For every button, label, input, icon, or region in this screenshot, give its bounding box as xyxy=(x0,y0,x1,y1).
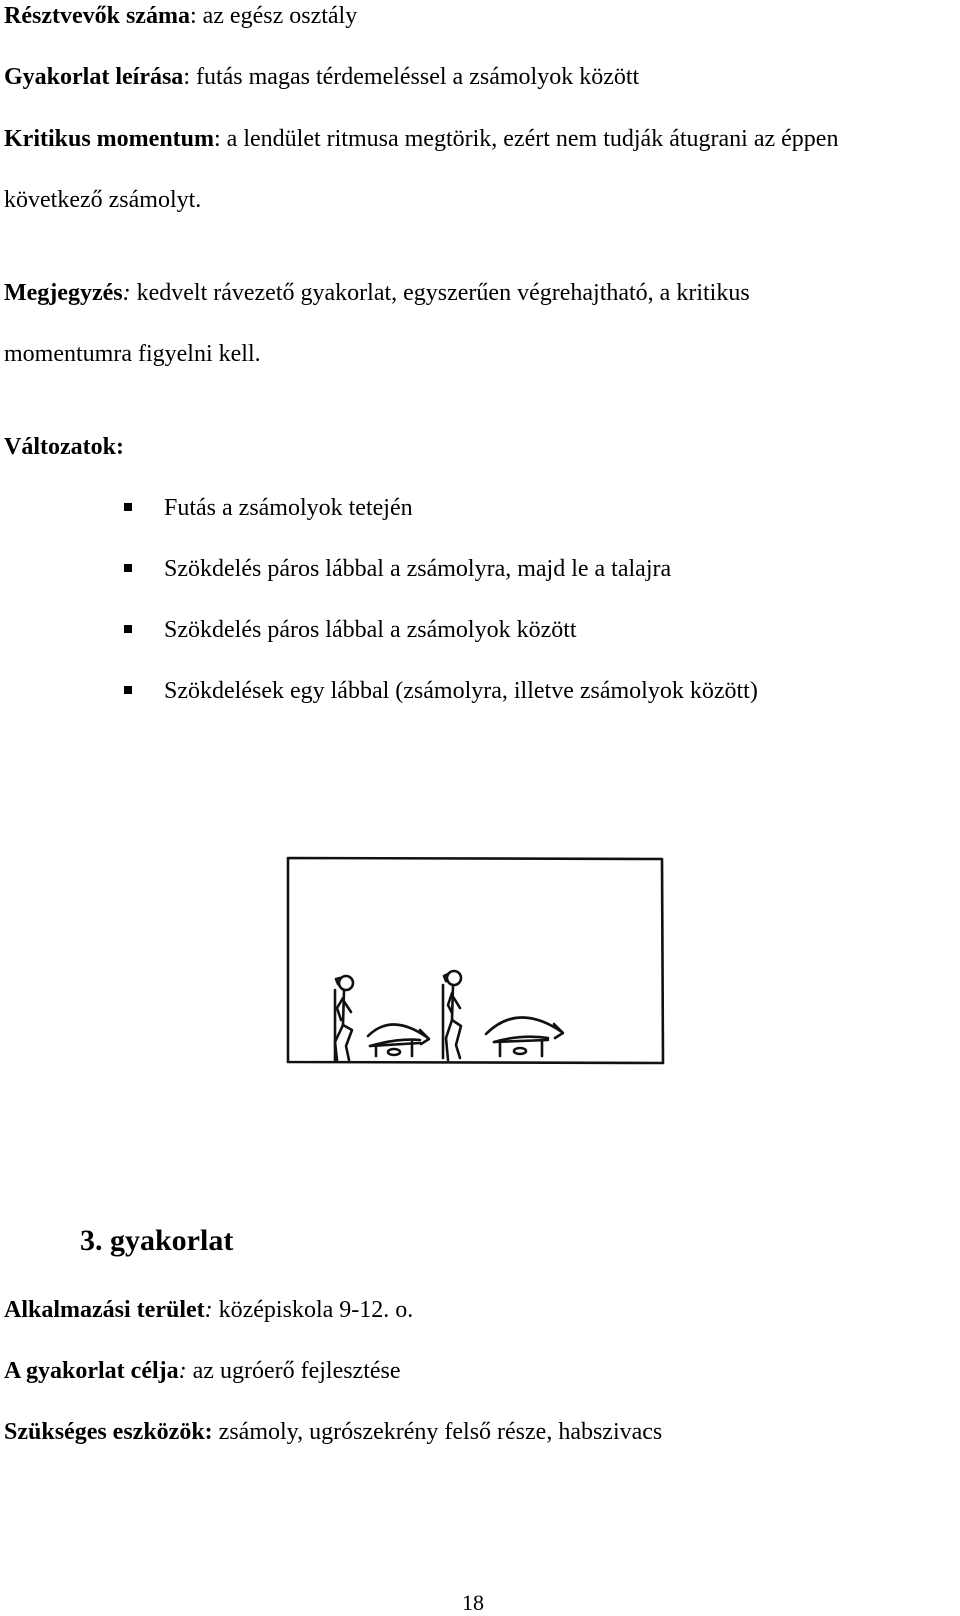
participants-text: az egész osztály xyxy=(196,3,358,29)
variant-item-text: Futás a zsámolyok tetején xyxy=(164,495,413,521)
stick-figure-2 xyxy=(443,971,461,1060)
participants-label: Résztvevők száma xyxy=(4,3,190,29)
stool-2 xyxy=(494,1037,548,1056)
goal-line xyxy=(4,1359,401,1383)
critical-colon: : xyxy=(214,126,221,152)
bullet-square-icon xyxy=(124,625,132,633)
note-continuation: momentumra figyelni kell. xyxy=(4,341,261,367)
description-line xyxy=(4,65,639,89)
jump-arc-2 xyxy=(486,1017,562,1034)
goal-colon: : xyxy=(178,1358,187,1384)
area-text: középiskola 9-12. o. xyxy=(212,1297,414,1323)
stick-figure-1 xyxy=(335,976,353,1060)
note-line xyxy=(4,281,750,305)
equipment-line xyxy=(4,1420,662,1444)
bullet-square-icon xyxy=(124,686,132,694)
jump-arc-1 xyxy=(368,1024,428,1038)
variant-item-text: Szökdelés páros lábbal a zsámolyra, majd le a talajra xyxy=(164,556,672,582)
exercise-heading: 3. gyakorlat xyxy=(80,1224,234,1257)
note-colon: : xyxy=(122,280,131,306)
goal-text: az ugróerő fejlesztése xyxy=(186,1358,401,1384)
area-colon: : xyxy=(204,1297,213,1323)
description-colon: : xyxy=(183,64,190,90)
bullet-square-icon xyxy=(124,564,132,572)
exercise-illustration xyxy=(280,850,670,1075)
note-text: kedvelt rávezető gyakorlat, egyszerűen végrehajtható, a kritikus xyxy=(130,280,750,306)
area-line xyxy=(4,1298,413,1322)
note-label: Megjegyzés xyxy=(4,280,123,306)
critical-label: Kritikus momentum xyxy=(4,126,214,152)
stool-1 xyxy=(370,1040,420,1056)
variants-title: Változatok: xyxy=(4,434,124,460)
critical-continuation: következő zsámolyt. xyxy=(4,187,202,213)
area-label: Alkalmazási terület xyxy=(4,1297,205,1323)
description-label: Gyakorlat leírása xyxy=(4,64,184,90)
critical-line xyxy=(4,127,838,151)
variant-item-text: Szökdelések egy lábbal (zsámolyra, illetve zsámolyok között) xyxy=(164,678,758,704)
description-text: futás magas térdemeléssel a zsámolyok között xyxy=(189,64,640,90)
participants-colon: : xyxy=(189,3,197,29)
illustration-frame xyxy=(288,858,663,1063)
bullet-square-icon xyxy=(124,503,132,511)
critical-text: a lendület ritmusa megtörik, ezért nem tudják átugrani az éppen xyxy=(220,126,839,152)
equipment-label: Szükséges eszközök: xyxy=(4,1419,213,1445)
variant-item-text: Szökdelés páros lábbal a zsámolyok között xyxy=(164,617,577,643)
equipment-text: zsámoly, ugrószekrény felső része, habszivacs xyxy=(212,1419,663,1445)
page-number: 18 xyxy=(462,1590,484,1615)
goal-label: A gyakorlat célja xyxy=(4,1358,179,1384)
participants-line xyxy=(4,4,357,28)
